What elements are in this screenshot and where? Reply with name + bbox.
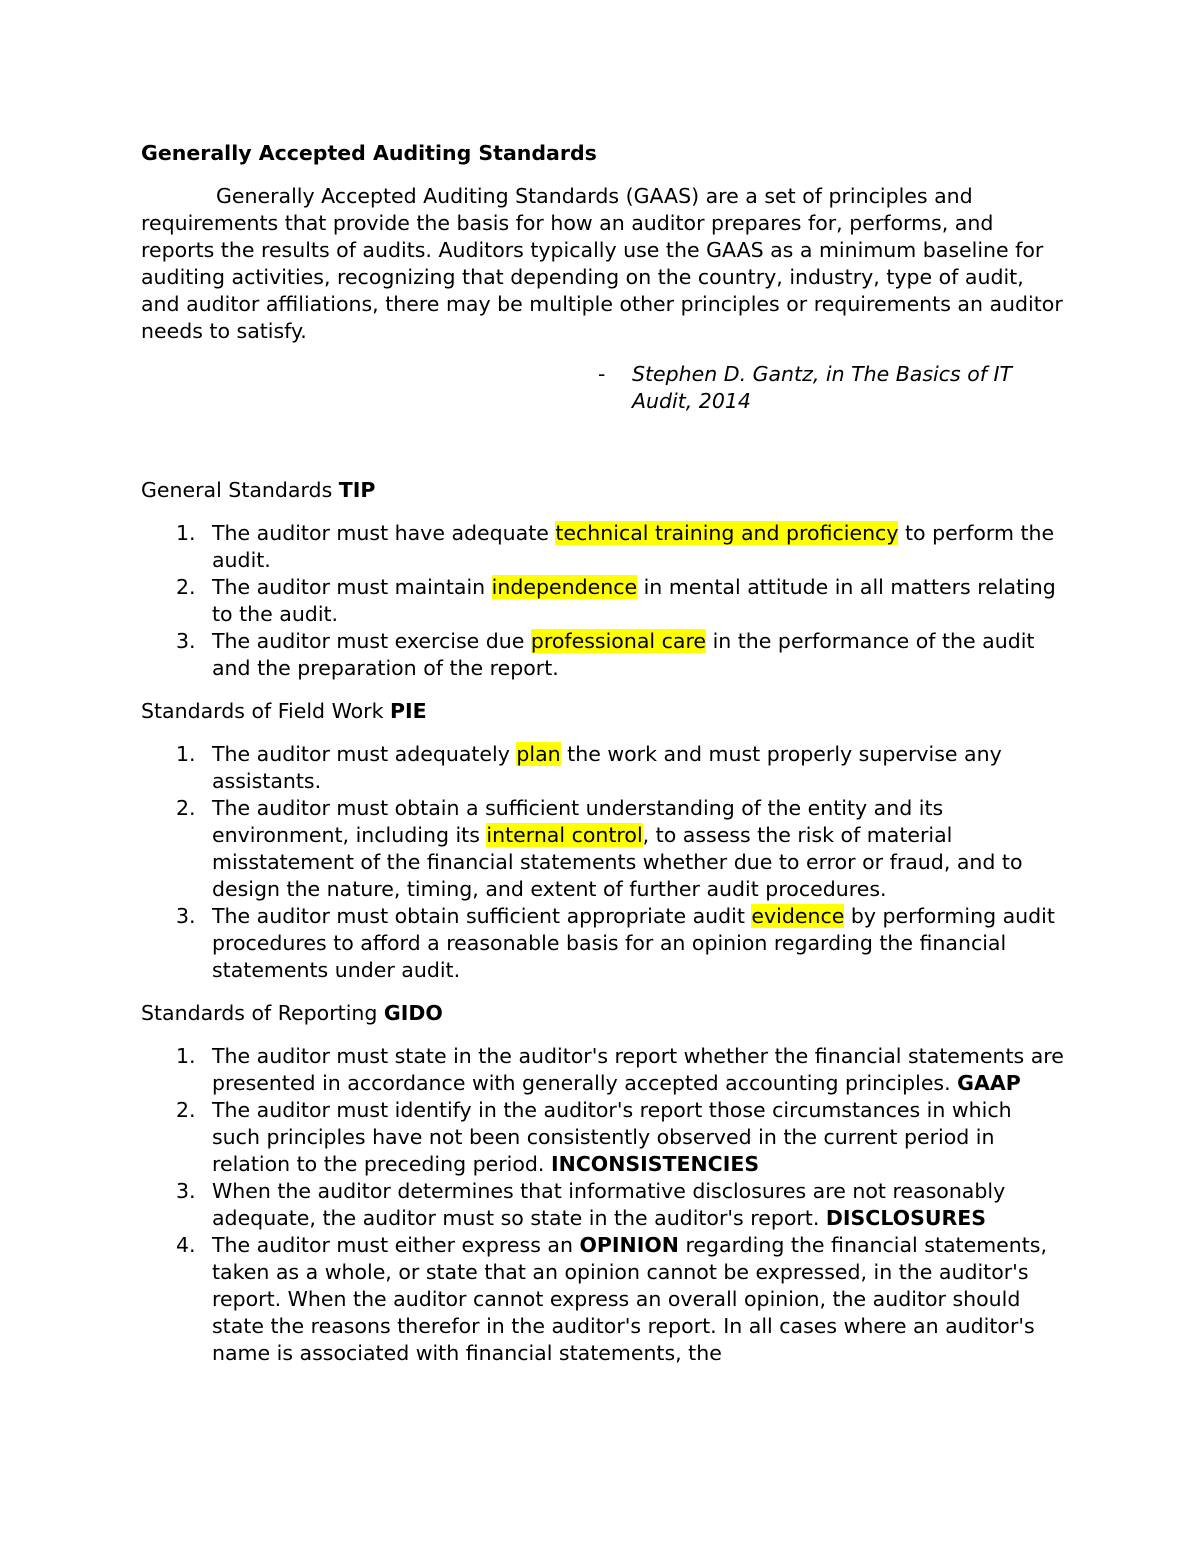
highlighted-term: independence — [491, 575, 638, 599]
item-text: The auditor must either express an — [212, 1233, 580, 1257]
reporting-standards-heading — [141, 1000, 1066, 1027]
item-text: in mental attitude in all matters relating to the audit. — [212, 575, 1056, 626]
item-text: The auditor must identify in the auditor's report those circumstances in which such principles have not been consistently observed in the current period in relation to the preceding period. — [212, 1098, 1012, 1176]
list-item — [141, 520, 1066, 574]
list-number: 3. — [176, 904, 196, 928]
list-number: 2. — [176, 1098, 196, 1122]
general-standards-list — [141, 520, 1066, 682]
list-item — [141, 1097, 1066, 1178]
fieldwork-standards-heading — [141, 698, 1066, 725]
reporting-standards-list — [141, 1043, 1066, 1367]
document-title: Generally Accepted Auditing Standards — [141, 141, 597, 165]
item-text: by performing audit procedures to afford a reasonable basis for an opinion regarding the financial statements under audit. — [212, 904, 1055, 982]
intro-paragraph: Generally Accepted Auditing Standards (GAAS) are a set of principles and requirements that provide the basis for how an auditor prepares for, performs, and reports the results of audits. Auditors typically use the GAAS as a minimum baseline for auditing activities, recognizing that depending on the country, industry, type of audit, and auditor affiliations, there may be multiple other principles or requirements an auditor needs to satisfy. — [141, 184, 1063, 343]
highlighted-term: professional care — [530, 629, 707, 653]
list-number: 3. — [176, 1179, 196, 1203]
attribution-quote — [598, 361, 1066, 415]
item-text: The auditor must exercise due — [212, 629, 531, 653]
list-item — [141, 741, 1066, 795]
highlighted-term: technical training and proficiency — [555, 521, 899, 545]
document-page — [141, 140, 1066, 1383]
item-text: the work and must properly supervise any assistants. — [212, 742, 1002, 793]
general-standards-acronym: TIP — [338, 478, 376, 502]
reporting-standards-label: Standards of Reporting — [141, 1001, 384, 1025]
bold-keyword: INCONSISTENCIES — [550, 1152, 760, 1176]
list-item — [141, 1043, 1066, 1097]
reporting-standards-acronym: GIDO — [383, 1001, 443, 1025]
list-item — [141, 1232, 1066, 1367]
general-standards-heading — [141, 477, 1066, 504]
highlighted-term: evidence — [751, 904, 845, 928]
list-number: 4. — [176, 1233, 196, 1257]
list-item — [141, 1178, 1066, 1232]
item-text: regarding the financial statements, taken as a whole, or state that an opinion cannot be expressed, in the auditor's report. When the auditor cannot express an overall opinion, the auditor should state the reasons therefor in the auditor's report. In all cases where an auditor's name is associated with financial statements, the — [212, 1233, 1048, 1365]
list-item — [141, 795, 1066, 903]
item-text: The auditor must maintain — [212, 575, 492, 599]
list-number: 2. — [176, 575, 196, 599]
item-text: to perform the audit. — [212, 521, 1055, 572]
fieldwork-standards-label: Standards of Field Work — [141, 699, 390, 723]
item-text: The auditor must state in the auditor's report whether the financial statements are presented in accordance with generally accepted accounting principles. — [212, 1044, 1064, 1095]
attribution-dash: - — [598, 362, 606, 386]
list-number: 1. — [176, 521, 196, 545]
list-item — [141, 628, 1066, 682]
list-number: 2. — [176, 796, 196, 820]
highlighted-term: plan — [516, 742, 561, 766]
bold-keyword: GAAP — [957, 1071, 1021, 1095]
item-text: The auditor must have adequate — [212, 521, 556, 545]
list-number: 1. — [176, 1044, 196, 1068]
list-item — [141, 903, 1066, 984]
item-text: in the performance of the audit and the preparation of the report. — [212, 629, 1035, 680]
list-number: 3. — [176, 629, 196, 653]
item-text: , to assess the risk of material misstatement of the financial statements whether due to error or fraud, and to design the nature, timing, and extent of further audit procedures. — [212, 823, 1023, 901]
list-item — [141, 574, 1066, 628]
item-text: The auditor must adequately — [212, 742, 517, 766]
attribution-text: Stephen D. Gantz, in The Basics of IT Audit, 2014 — [632, 362, 1013, 413]
general-standards-label: General Standards — [141, 478, 339, 502]
item-text: The auditor must obtain sufficient appropriate audit — [212, 904, 752, 928]
bold-keyword: OPINION — [579, 1233, 679, 1257]
fieldwork-standards-acronym: PIE — [390, 699, 427, 723]
fieldwork-standards-list — [141, 741, 1066, 984]
highlighted-term: internal control — [486, 823, 643, 847]
item-text: When the auditor determines that informative disclosures are not reasonably adequate, the auditor must so state in the auditor's report. — [212, 1179, 1006, 1230]
bold-keyword: DISCLOSURES — [825, 1206, 987, 1230]
list-number: 1. — [176, 742, 196, 766]
item-text: The auditor must obtain a sufficient understanding of the entity and its environment, including its — [212, 796, 944, 847]
